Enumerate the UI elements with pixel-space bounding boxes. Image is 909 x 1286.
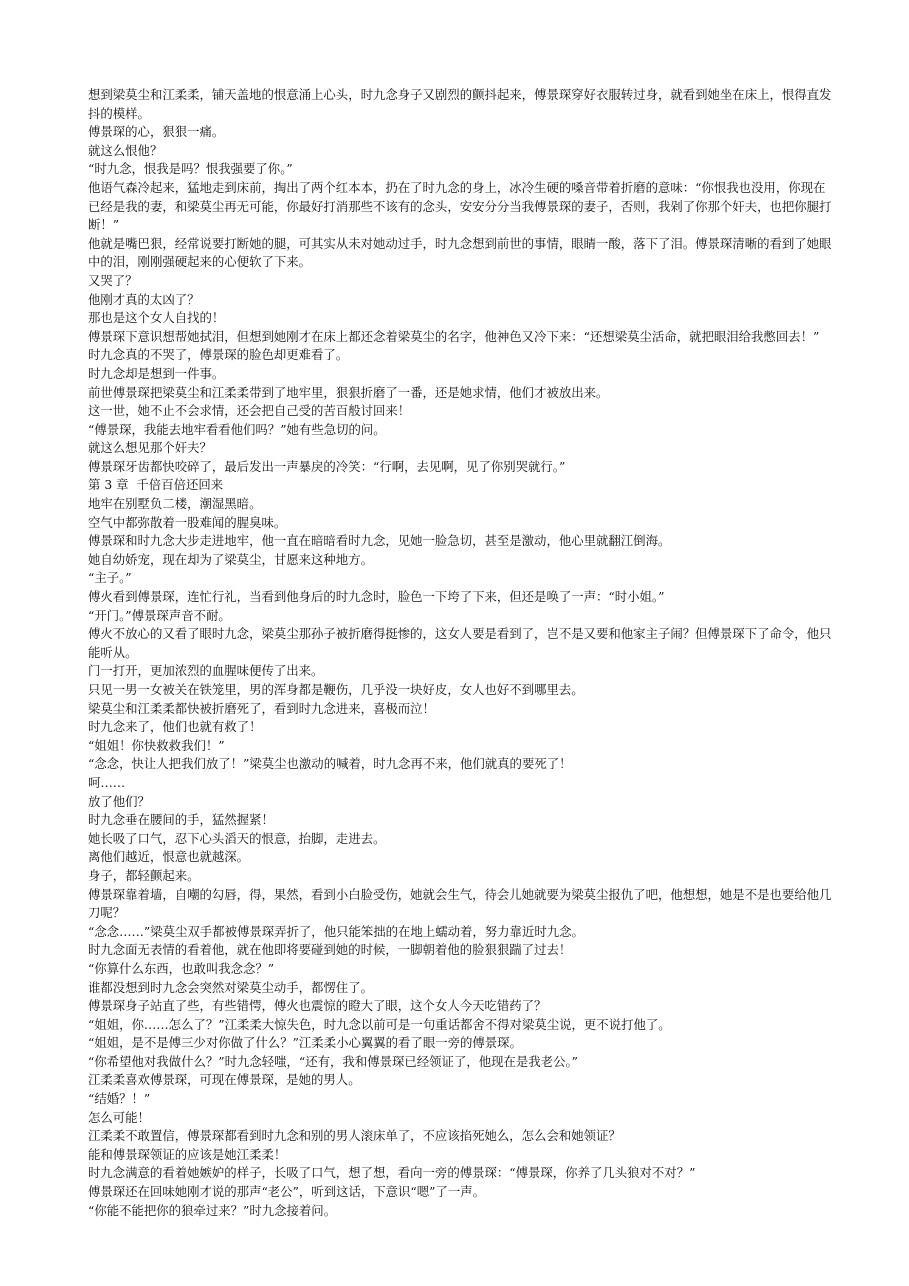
paragraph: “结婚？！”	[88, 1091, 151, 1107]
paragraph: “你希望他对我做什么？”时九念轻嗤，“还有，我和傅景琛已经领证了，他现在是我老公。”	[88, 1053, 578, 1069]
paragraph: 地牢在别墅负二楼，潮湿黑暗。	[88, 496, 262, 512]
paragraph: 又哭了？	[88, 272, 138, 288]
paragraph: 江柔柔不敢置信，傅景琛都看到时九念和别的男人滚床单了，不应该掐死她么，怎么会和她领证？	[88, 1128, 621, 1144]
paragraph: “你算什么东西，也敢叫我念念？”	[88, 960, 275, 976]
paragraph: “你能不能把你的狼牵过来？”时九念接着问。	[88, 1202, 337, 1218]
paragraph: 傅景琛的心，狠狠一痛。	[88, 124, 225, 140]
paragraph: 时九念来了，他们也就有救了！	[88, 719, 262, 735]
paragraph: 谁都没想到时九念会突然对梁莫尘动手，都愣住了。	[88, 979, 373, 995]
paragraph: “开门。”傅景琛声音不耐。	[88, 607, 231, 623]
paragraph: 门一打开，更加浓烈的血腥味便传了出来。	[88, 663, 324, 679]
paragraph: 就这么恨他？	[88, 142, 163, 158]
paragraph: 傅火看到傅景琛，连忙行礼，当看到他身后的时九念时，脸色一下垮了下来，但还是唤了一声：“时小姐。”	[88, 589, 665, 605]
paragraph: 他刚才真的太凶了？	[88, 291, 200, 307]
paragraph: “主子。”	[88, 570, 132, 586]
paragraph: 放了他们？	[88, 793, 150, 809]
paragraph: 江柔柔喜欢傅景琛，可现在傅景琛，是她的男人。	[88, 1072, 361, 1088]
paragraph: 他就是嘴巴狠，经常说要打断她的腿，可其实从未对她动过手，时九念想到前世的事情，眼睛一酸，落下了泪。傅景琛清晰的看到了她眼中的泪，刚刚强硬起来的心便软了下来。	[88, 235, 832, 270]
chapter-heading: 第 3 章 千倍百倍还回来	[88, 477, 224, 493]
paragraph: 身子，都轻颤起来。	[88, 867, 200, 883]
paragraph: 她自幼娇宠，现在却为了梁莫尘，甘愿来这种地方。	[88, 551, 373, 567]
paragraph: 空气中都弥散着一股难闻的腥臭味。	[88, 514, 287, 530]
paragraph: 前世傅景琛把梁莫尘和江柔柔带到了地牢里，狠狠折磨了一番，还是她求情，他们才被放出来。	[88, 384, 609, 400]
paragraph: “姐姐，你……怎么了？”江柔柔大惊失色，时九念以前可是一句重话都舍不得对梁莫尘说，更不说打他了。	[88, 1016, 671, 1032]
paragraph: 时九念面无表情的看着他，就在他即将要碰到她的时候，一脚朝着他的脸狠狠踹了过去！	[88, 942, 572, 958]
paragraph: “姐姐，是不是傅三少对你做了什么？”江柔柔小心翼翼的看了眼一旁的傅景琛。	[88, 1035, 522, 1051]
paragraph: “傅景琛，我能去地牢看看他们吗？”她有些急切的问。	[88, 421, 386, 437]
paragraph: 时九念满意的看着她嫉妒的样子，长吸了口气，想了想，看向一旁的傅景琛：“傅景琛，你养了几头狼对不对？”	[88, 1165, 696, 1181]
paragraph: 呵……	[88, 774, 126, 790]
paragraph: 能和傅景琛领证的应该是她江柔柔！	[88, 1146, 287, 1162]
paragraph: 傅火不放心的又看了眼时九念，梁莫尘那孙子被折磨得挺惨的，这女人要是看到了，岂不是又要和他家主子闹？但傅景琛下了命令，他只能听从。	[88, 626, 832, 660]
paragraph: 只见一男一女被关在铁笼里，男的浑身都是鞭伤，几乎没一块好皮，女人也好不到哪里去。	[88, 682, 584, 697]
paragraph: 时九念却是想到一件事。	[88, 365, 225, 381]
paragraph: “姐姐！你快救救我们！”	[88, 737, 225, 753]
paragraph: 傅景琛下意识想帮她拭泪，但想到她刚才在床上都还念着梁莫尘的名字，他神色又冷下来：“还想梁莫尘活命，就把眼泪给我憋回去！”	[88, 328, 820, 344]
paragraph: 离他们越近，恨意也就越深。	[88, 849, 250, 865]
paragraph: “时九念，恨我是吗？恨我强要了你。”	[88, 161, 293, 177]
paragraph: 时九念真的不哭了，傅景琛的脸色却更难看了。	[88, 347, 349, 363]
paragraph: 傅景琛和时九念大步走进地牢，他一直在暗暗看时九念，见她一脸急切，甚至是激动，他心里就翻江倒海。	[88, 533, 671, 549]
paragraph: 怎么可能！	[88, 1109, 150, 1125]
paragraph: “念念……”梁莫尘双手都被傅景琛弄折了，他只能笨拙的在地上蠕动着，努力靠近时九念。	[88, 923, 584, 939]
paragraph: 想到梁莫尘和江柔柔，铺天盖地的恨意涌上心头，时九念身子又剧烈的颤抖起来，傅景琛穿好衣服转过身，就看到她坐在床上，恨得直发抖的模样。	[88, 87, 832, 121]
paragraph: 傅景琛还在回味她刚才说的那声“老公”，听到这话，下意识“嗯”了一声。	[88, 1184, 486, 1200]
paragraph: 这一世，她不止不会求情，还会把自己受的苦百般讨回来！	[88, 403, 411, 419]
paragraph: 傅景琛身子站直了些，有些错愕，傅火也震惊的瞪大了眼，这个女人今天吃错药了？	[88, 998, 547, 1014]
paragraph: 她长吸了口气，忍下心头滔天的恨意，抬脚，走进去。	[88, 830, 386, 846]
paragraph: 傅景琛牙齿都快咬碎了，最后发出一声暴戾的冷笑：“行啊，去见啊，见了你别哭就行。”	[88, 458, 566, 474]
document-body	[88, 86, 833, 1220]
paragraph: 就这么想见那个奸夫？	[88, 440, 212, 456]
paragraph: 傅景琛靠着墙，自嘲的勾唇，得，果然，看到小白脸受伤，她就会生气，待会儿她就要为梁莫尘报仇了吧，他想想，她是不是也要给他几刀呢？	[88, 886, 832, 921]
paragraph: 他语气森冷起来，猛地走到床前，掏出了两个红本本，扔在了时九念的身上，冰冷生硬的嗓音带着折磨的意味：“你恨我也没用，你现在已经是我的妻，和梁莫尘再无可能，你最好打消那些不该有的念头，安安分分当我傅景琛的妻子，否则，我剁了你那个奸夫，也把你腿打断！”	[88, 179, 832, 233]
paragraph: 时九念垂在腰间的手，猛然握紧！	[88, 812, 274, 828]
paragraph: 梁莫尘和江柔柔都快被折磨死了，看到时九念进来，喜极而泣！	[88, 700, 435, 716]
paragraph: 那也是这个女人自找的！	[88, 310, 225, 326]
paragraph: “念念，快让人把我们放了！”梁莫尘也激动的喊着，时九念再不来，他们就真的要死了！	[88, 756, 572, 772]
